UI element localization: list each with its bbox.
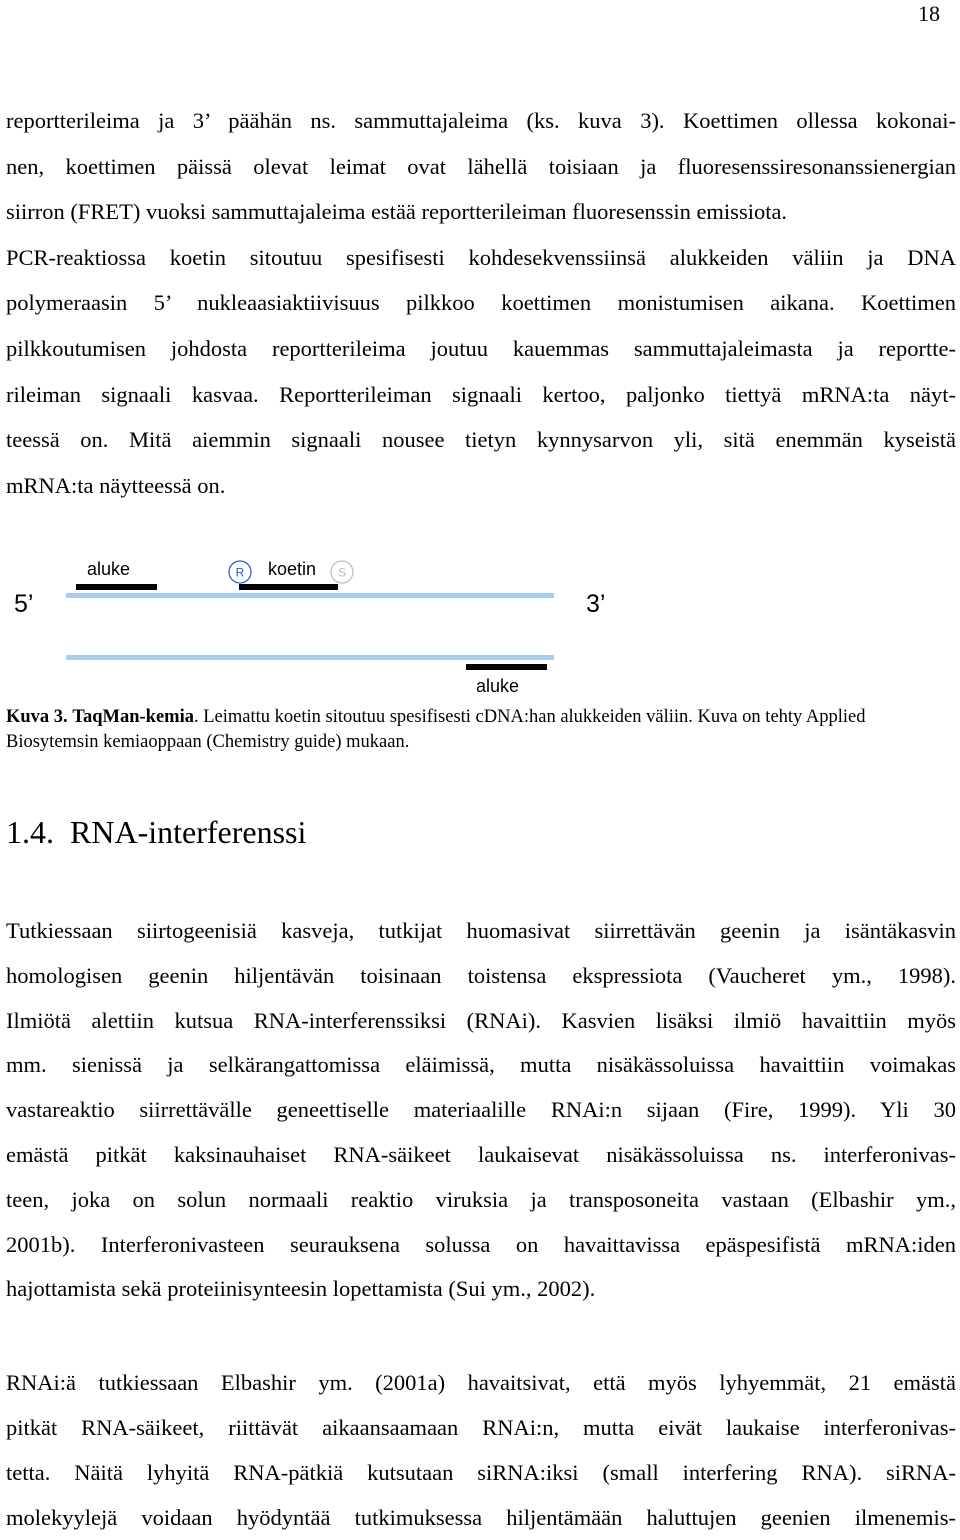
figure-caption <box>6 705 956 755</box>
text-line: PCR-reaktiossa koetin sitoutuu spesifisesti kohdesekvenssiinsä alukkeiden väliin ja DNA <box>6 244 956 270</box>
text-line: mRNA:ta näytteessä on. <box>6 472 226 498</box>
text-line: vastareaktio siirrettävälle geneettiselle materiaalille RNAi:n sijaan (Fire, 1999). Yli 30 <box>6 1097 956 1123</box>
text-line: nen, koettimen päissä olevat leimat ovat lähellä toisiaan ja fluoresenssiresonanssienergian <box>6 153 956 179</box>
text-line: mm. sienissä ja selkärangattomissa eläimissä, mutta nisäkässoluissa havaittiin voimakas <box>6 1052 956 1078</box>
taqman-diagram <box>0 545 960 705</box>
top-strand <box>66 593 554 598</box>
taqman-figure <box>0 545 960 705</box>
caption-label: Kuva 3. <box>6 707 68 727</box>
text-line: tetta. Näitä lyhyitä RNA-pätkiä kutsutaan siRNA:iksi (small interfering RNA). siRNA- <box>6 1460 956 1485</box>
text-line: Tutkiessaan siirtogeenisiä kasveja, tutkijat huomasivat siirrettävän geenin ja isäntäkasvin <box>6 918 956 943</box>
section-title: RNA-interferenssi <box>70 814 307 850</box>
page-number: 18 <box>918 1 940 26</box>
text-line: siirron (FRET) vuoksi sammuttajaleima estää reportterileiman fluoresenssin emissiota. <box>6 199 788 225</box>
text-line: teessä on. Mitä aiemmin signaali nousee tietyn kynnysarvon yli, sitä enemmän kyseistä <box>6 427 956 453</box>
text-line: teen, joka on solun normaali reaktio viruksia ja transposoneita vastaan (Elbashir ym., <box>6 1186 956 1212</box>
reporter-label: R <box>235 565 245 580</box>
text-line: emästä pitkät kaksinauhaiset RNA-säikeet laukaisevat nisäkässoluissa ns. interferonivas- <box>6 1141 956 1167</box>
section-number: 1.4. <box>6 814 54 850</box>
paragraph-rnai-intro <box>6 909 956 1312</box>
quencher-label: S <box>337 565 347 580</box>
text-line: polymeraasin 5’ nukleaasiaktiivisuus pilkkoo koettimen monistumisen aikana. Koettimen <box>6 290 956 316</box>
five-prime-label: 5’ <box>14 590 34 618</box>
reverse-primer <box>466 664 547 670</box>
probe-label: koetin <box>268 559 317 579</box>
text-line: RNAi:ä tutkiessaan Elbashir ym. (2001a) havaitsivat, että myös lyhyemmät, 21 emästä <box>6 1370 956 1395</box>
forward-primer <box>76 584 157 590</box>
paragraph-sirna <box>6 1360 956 1540</box>
probe-line <box>239 584 338 590</box>
text-line: molekyylejä voidaan hyödyntää tutkimuksessa hiljentämään haluttujen geenien ilmenemis- <box>6 1505 956 1530</box>
text-line: Ilmiötä alettiin kutsua RNA-interferenssiksi (RNAi). Kasvien lisäksi ilmiö havaittiin myös <box>6 1007 956 1033</box>
section-heading <box>6 812 306 852</box>
text-line: 2001b). Interferonivasteen seurauksena solussa on havaittavissa epäspesifistä mRNA:iden <box>6 1231 956 1257</box>
primer-top-label: aluke <box>87 559 131 579</box>
text-line: pitkät RNA-säikeet, riittävät aikaansaamaan RNAi:n, mutta eivät laukaise interferonivas- <box>6 1415 956 1440</box>
three-prime-label: 3’ <box>586 590 606 618</box>
paragraph-taqman-description <box>6 98 956 508</box>
text-line: hajottamista sekä proteiinisynteesin lopettamista (Sui ym., 2002). <box>6 1276 596 1302</box>
primer-bottom-label: aluke <box>476 676 520 696</box>
text-line: homologisen geenin hiljentävän toisinaan toistensa ekspressiota (Vaucheret ym., 1998). <box>6 962 956 988</box>
text-line: rileiman signaali kasvaa. Reportterileiman signaali kertoo, paljonko tiettyä mRNA:ta näyt- <box>6 381 956 407</box>
bottom-strand <box>66 655 554 660</box>
text-line: reportterileima ja 3’ päähän ns. sammuttajaleima (ks. kuva 3). Koettimen ollessa kokonai- <box>6 108 956 133</box>
text-line: pilkkoutumisen johdosta reportterileima joutuu kauemmas sammuttajaleimasta ja reportte- <box>6 335 956 361</box>
caption-text: . Leimattu koetin sitoutuu spesifisesti cDNA:han alukkeiden väliin. Kuva on tehty Applied Biosytemsin kemiaoppaan (Chemistry guide) mukaan. <box>6 707 866 752</box>
caption-title: TaqMan-kemia <box>72 707 194 727</box>
